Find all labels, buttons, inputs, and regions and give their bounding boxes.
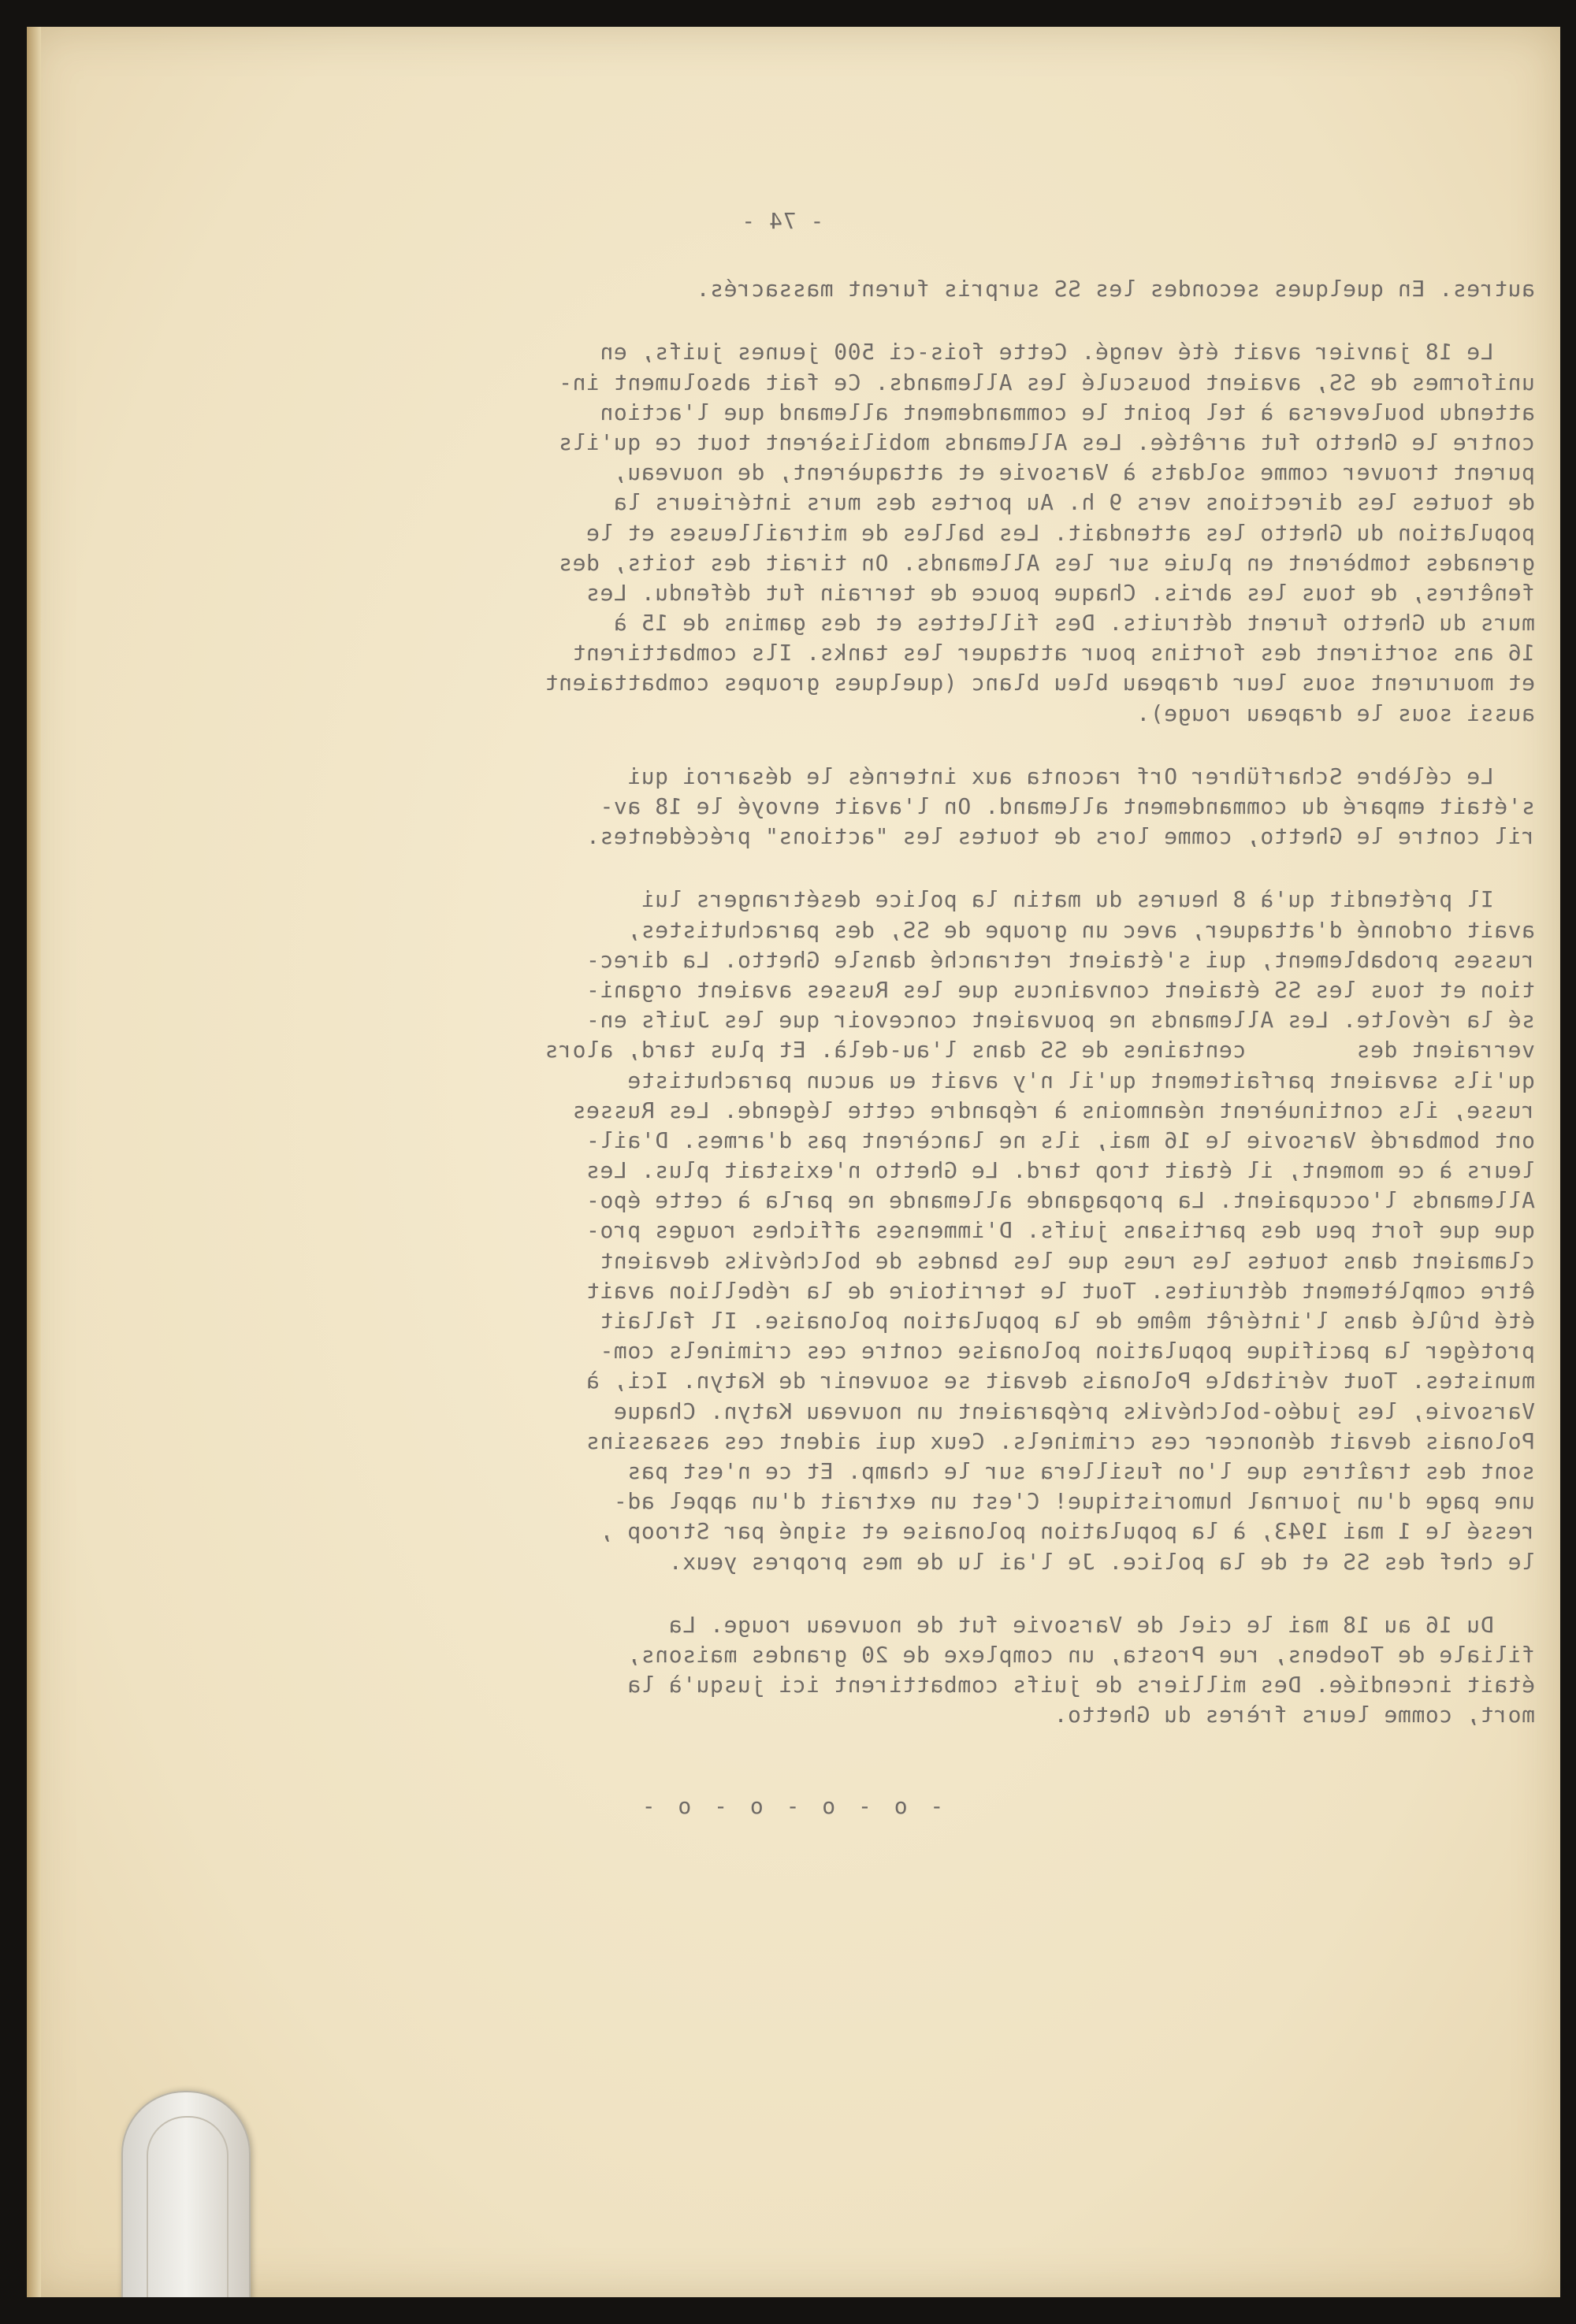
paragraph	[109, 274, 1535, 304]
text-line: Du 16 au 18 mai le ciel de Varsovie fut de nouveau rouge. La	[668, 1611, 1535, 1638]
text-line: Le 18 janvier avait été vengé. Cette fois-ci 500 jeunes juifs, en	[599, 339, 1535, 366]
text-line: verraient des centaines de SS dans l'au-delà. Et plus tard, alors	[545, 1037, 1535, 1064]
text-line: s'était emparé du commandement allemand. On l'avait envoyé le 18 av-	[599, 793, 1535, 820]
text-line: russes probablement, qui s'étaient retranché dansle Ghetto. La direc-	[585, 946, 1535, 973]
text-line: avait ordonné d'attaquer, avec un groupe de SS, des parachutistes,	[626, 916, 1535, 943]
text-line: que que fort peu des partisans juifs. D'immenses affiches rouges pro-	[585, 1217, 1535, 1244]
text-line: sont des traîtres que l'on fusillera sur le champ. Et ce n'est pas	[626, 1457, 1535, 1484]
text-line: population du Ghetto les attendait. Les balles de mitrailleuses et le	[585, 519, 1535, 546]
text-line: autres. En quelques secondes les SS surpris furent massacrés.	[696, 276, 1535, 303]
text-line: Varsovie, les judéo-bolchéviks préparaient un nouveau Katyn. Chaque	[613, 1398, 1535, 1424]
text-line: ressé le 1 mai 1943, à la population polonaise et signé par Stroop ,	[599, 1518, 1535, 1545]
paragraph	[109, 1610, 1535, 1731]
text-line: de toutes les directions vers 9 h. Au portes des murs intérieurs la	[613, 489, 1535, 516]
paragraph	[109, 762, 1535, 852]
page-number: - 74 -	[741, 208, 824, 234]
text-line: qu'ils savaient parfaitement qu'il n'y avait eu aucun parachutiste	[626, 1067, 1535, 1093]
text-line: russe, ils continuèrent néanmoins à répandre cette légende. Les Russes	[571, 1097, 1535, 1123]
document-page	[27, 27, 1560, 2297]
paragraph	[109, 885, 1535, 1576]
text-line: murs du Ghetto furent détruits. Des fillettes et des gamins de 15 à	[613, 610, 1535, 637]
text-line: contre le Ghetto fut arrêtée. Les Allemands mobilisèrent tout ce qu'ils	[558, 429, 1535, 455]
text-line: leurs à ce moment, il était trop tard. Le Ghetto n'existait plus. Les	[585, 1157, 1535, 1184]
text-line: protéger la pacifique population polonaise contre ces criminels com-	[599, 1338, 1535, 1364]
text-line: et moururent sous leur drapeau bleu blanc (quelques groupes combattaient	[545, 670, 1535, 696]
text-line: une page d'un journal humoristique! C'est un extrait d'un appel ad-	[613, 1488, 1535, 1515]
page-content	[109, 206, 1535, 1822]
text-line: clamaient dans toutes les rues que les bandes de bolchéviks devaient	[599, 1247, 1535, 1274]
text-line: sé la révolte. Les Allemands ne pouvaient concevoir que les Juifs en-	[585, 1007, 1535, 1034]
text-line: ril contre le Ghetto, comme lors de toutes les "actions" précédentes.	[585, 823, 1535, 850]
text-line: attendu bouleversa à tel point le commandement allemand que l'action	[599, 399, 1535, 425]
text-line: Polonais devait dénoncer ces criminels. Ceux qui aident ces assassins	[585, 1427, 1535, 1454]
text-line: 16 ans sortirent des fortins pour attaquer les tanks. Ils combattirent	[571, 640, 1535, 666]
text-line: mort, comme leurs frères du Ghetto.	[1053, 1702, 1535, 1728]
binding-edge	[27, 27, 41, 2297]
text-line: tion et tous les SS étaient convaincus que les Russes avaient organi-	[585, 976, 1535, 1003]
text-line: été brûlé dans l'intérêt même de la population polonaise. Il fallait	[599, 1308, 1535, 1335]
text-line: purent trouver comme soldats à Varsovie et attaquèrent, de nouveau,	[613, 459, 1535, 486]
text-line: aussi sous le drapeau rouge).	[1136, 700, 1535, 726]
text-line: Le célèbre Scharführer Orf raconta aux internés le désarroi qui	[626, 763, 1535, 789]
body-text	[109, 274, 1535, 1730]
text-line: grenades tombèrent en pluie sur les Allemands. On tirait des toits, des	[558, 549, 1535, 576]
text-line: uniformes de SS, avaient bousculé les Allemands. Ce fait absolument in-	[558, 369, 1535, 395]
text-line: Il prétendit qu'à 8 heures du matin la police desétrangers lui	[641, 886, 1535, 913]
text-line: ont bombardé Varsovie le 16 mai, ils ne lancèrent pas d'armes. D'ail-	[585, 1127, 1535, 1153]
text-line: munistes. Tout véritable Polonais devait se souvenir de Katyn. Ici, à	[585, 1368, 1535, 1394]
text-line: Allemands l'occupaient. La propagande allemande ne parla à cette épo-	[585, 1187, 1535, 1214]
clip-tab-rim	[147, 2116, 229, 2297]
text-line: fenêtres, de tous les abris. Chaque pouce de terrain fut défendu. Les	[585, 579, 1535, 606]
text-line: le chef des SS et de la police. Je l'ai lu de mes propres yeux.	[668, 1548, 1535, 1575]
paragraph	[109, 337, 1535, 728]
end-separator: - o - o - o - o -	[637, 1793, 944, 1820]
plastic-clip-tab	[121, 2091, 251, 2297]
text-line: était incendiée. Des milliers de juifs combattirent ici jusqu'à la	[626, 1672, 1535, 1698]
text-line: être complètement détruites. Tout le territoire de la rébellion avait	[585, 1277, 1535, 1304]
text-line: filiale de Toebens, rue Prosta, un complexe de 20 grandes maisons,	[626, 1641, 1535, 1668]
